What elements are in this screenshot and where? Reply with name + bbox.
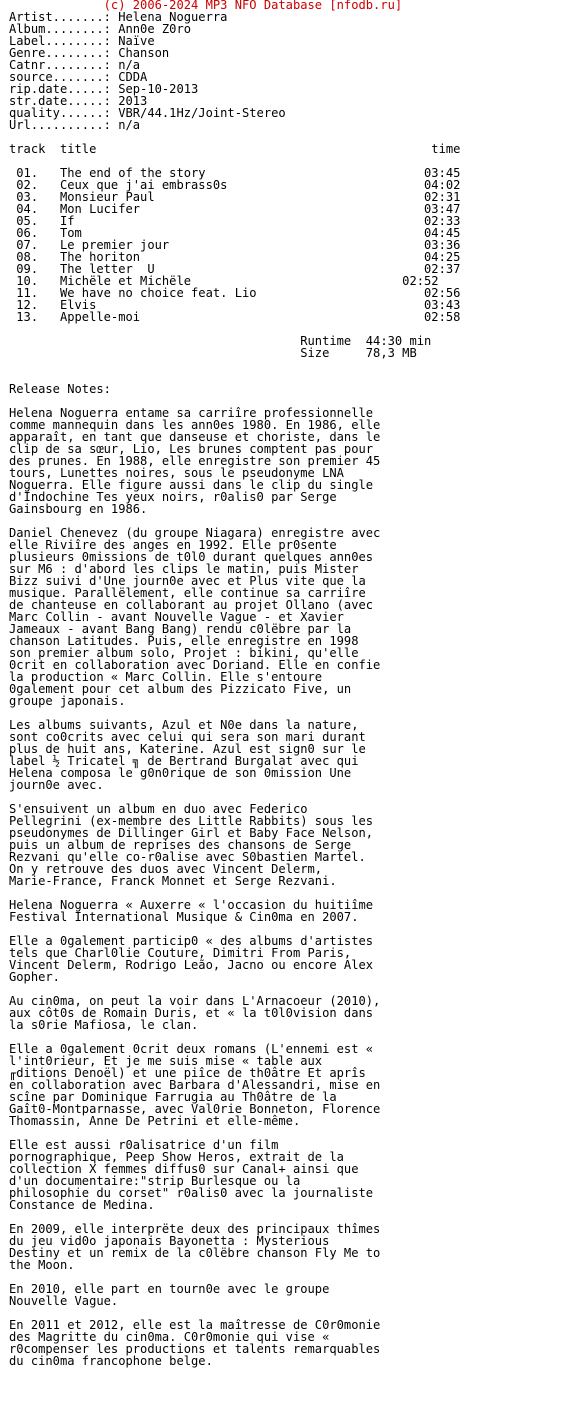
track-row: 09. The letter U 02:37 [9, 262, 461, 276]
url-line: Url..........: n/a [9, 118, 141, 132]
notes-paragraph: Elle a 0galement 0crit deux romans (L'ennemi est « l'int0rieur, Et je me suis mise « table aux ╓ditions Denoël) et une piîce de th0âtre Et aprîs en collaboration avec Barbara d'Alessandri, mise en scîne par Dominique Farrugia au Th0âtre de la Gaît0-Montparnasse, avec Val0rie Bonneton, Florence Thomassin, Anne De Petrini et elle-même. [9, 1042, 381, 1128]
track-row: 08. The horiton 04:25 [9, 250, 461, 264]
quality-line: quality......: VBR/44.1Hz/Joint-Stereo [9, 106, 286, 120]
release-notes-title: Release Notes: [9, 382, 111, 396]
notes-paragraph: En 2009, elle interprëte deux des principaux thîmes du jeu vid0o japonais Bayonetta : Mysterious Destiny et un remix de la c0lëbre chanson Fly Me to the Moon. [9, 1222, 381, 1272]
str-date-line: str.date.....: 2013 [9, 94, 148, 108]
notes-paragraph: Daniel Chenevez (du groupe Niagara) enregistre avec elle Riviîre des anges en 1992. Elle pr0sente plusieurs 0missions de t0l0 durant quelques ann0es sur M6 : d'abord les clips le matin, puis Mister Bizz suivi d'Une journ0e avec et Plus vite que la musique. Parallëlement, elle continue sa carriîre de chanteuse en collaborant au projet Ollano (avec Marc Collin - avant Nouvelle Vague - et Xavier Jameaux - avant Bang Bang) rendu c0lëbre par la chanson Latitudes. Puis, elle enregistre en 1998 son premier album solo, Projet : bikini, qu'elle 0crit en collaboration avec Doriand. Elle en confie la production « Marc Collin. Elle s'entoure 0galement pour cet album des Pizzicato Five, un groupe japonais. [9, 526, 381, 708]
runtime-line: Runtime 44:30 min [9, 334, 432, 348]
track-row: 13. Appelle-moi 02:58 [9, 310, 461, 324]
copyright-header: (c) 2006-2024 MP3 NFO Database [nfodb.ru] [9, 0, 403, 12]
notes-paragraph: S'ensuivent un album en duo avec Federico Pellegrini (ex-membre des Little Rabbits) sous les pseudonymes de Dillinger Girl et Baby Face Nelson, puis un album de reprises des chansons de Serge Rezvani qu'elle co-r0alise avec S0bastien Martel. On y retrouve des duos avec Vincent Delerm, Marie-France, Franck Monnet et Serge Rezvani. [9, 802, 374, 888]
track-row: 04. Mon Lucifer 03:47 [9, 202, 461, 216]
genre-line: Genre........: Chanson [9, 46, 170, 60]
track-row: 12. Elvis 03:43 [9, 298, 461, 312]
rip-date-line: rip.date.....: Sep-10-2013 [9, 82, 199, 96]
track-row: 05. If 02:33 [9, 214, 461, 228]
track-row: 11. We have no choice feat. Lio 02:56 [9, 286, 461, 300]
notes-paragraph: En 2011 et 2012, elle est la maîtresse de C0r0monie des Magritte du cin0ma. C0r0monie qui vise « r0compenser les productions et talents remarquables du cin0ma francophone belge. [9, 1318, 381, 1368]
album-line: Album........: Ann0e Z0ro [9, 22, 192, 36]
tracklist-header: track title time [9, 142, 461, 156]
track-row: 10. Michële et Michële 02:52 [9, 274, 439, 288]
notes-paragraph: En 2010, elle part en tourn0e avec le groupe Nouvelle Vague. [9, 1282, 330, 1308]
track-row: 02. Ceux que j'ai embrass0s 04:02 [9, 178, 461, 192]
label-line: Label........: Naïve [9, 34, 155, 48]
source-line: source.......: CDDA [9, 70, 148, 84]
track-row: 01. The end of the story 03:45 [9, 166, 461, 180]
notes-paragraph: Elle est aussi r0alisatrice d'un film pornographique, Peep Show Heros, extrait de la collection X femmes diffus0 sur Canal+ ainsi que d'un documentaire:"strip Burlesque ou la philosophie du corset" r0alis0 avec la journaliste Constance de Medina. [9, 1138, 374, 1212]
track-row: 07. Le premier jour 03:36 [9, 238, 461, 252]
catnr-line: Catnr........: n/a [9, 58, 141, 72]
notes-paragraph: Les albums suivants, Azul et N0e dans la nature, sont co0crits avec celui qui sera son mari durant plus de huit ans, Katerine. Azul est sign0 sur le label ½ Tricatel ╗ de Bertrand Burgalat avec qui Helena composa le g0n0rique de son 0mission Une journ0e avec. [9, 718, 366, 792]
track-row: 06. Tom 04:45 [9, 226, 461, 240]
notes-paragraph: Helena Noguerra « Auxerre « l'occasion du huitiîme Festival International Musique & Cin0ma en 2007. [9, 898, 374, 924]
size-line: Size 78,3 MB [9, 346, 417, 360]
nfo-text [9, 0, 460, 1367]
track-row: 03. Monsieur Paul 02:31 [9, 190, 461, 204]
notes-paragraph: Helena Noguerra entame sa carriîre professionnelle comme mannequin dans les ann0es 1980. En 1986, elle apparaît, en tant que danseuse et choriste, dans le clip de sa sœur, Lio, Les brunes comptent pas pour des prunes. En 1988, elle enregistre son premier 45 tours, Lunettes noires, sous le pseudonyme LNA Noguerra. Elle figure aussi dans le clip du single d'Indochine Tes yeux noirs, r0alis0 par Serge Gainsbourg en 1986. [9, 406, 381, 516]
notes-paragraph: Au cin0ma, on peut la voir dans L'Arnacoeur (2010), aux côt0s de Romain Duris, et « la t0l0vision dans la s0rie Mafiosa, le clan. [9, 994, 381, 1032]
notes-paragraph: Elle a 0galement particip0 « des albums d'artistes tels que Charl0lie Couture, Dimitri From Paris, Vincent Delerm, Rodrigo Leão, Jacno ou encore Alex Gopher. [9, 934, 374, 984]
artist-line: Artist.......: Helena Noguerra [9, 10, 228, 24]
